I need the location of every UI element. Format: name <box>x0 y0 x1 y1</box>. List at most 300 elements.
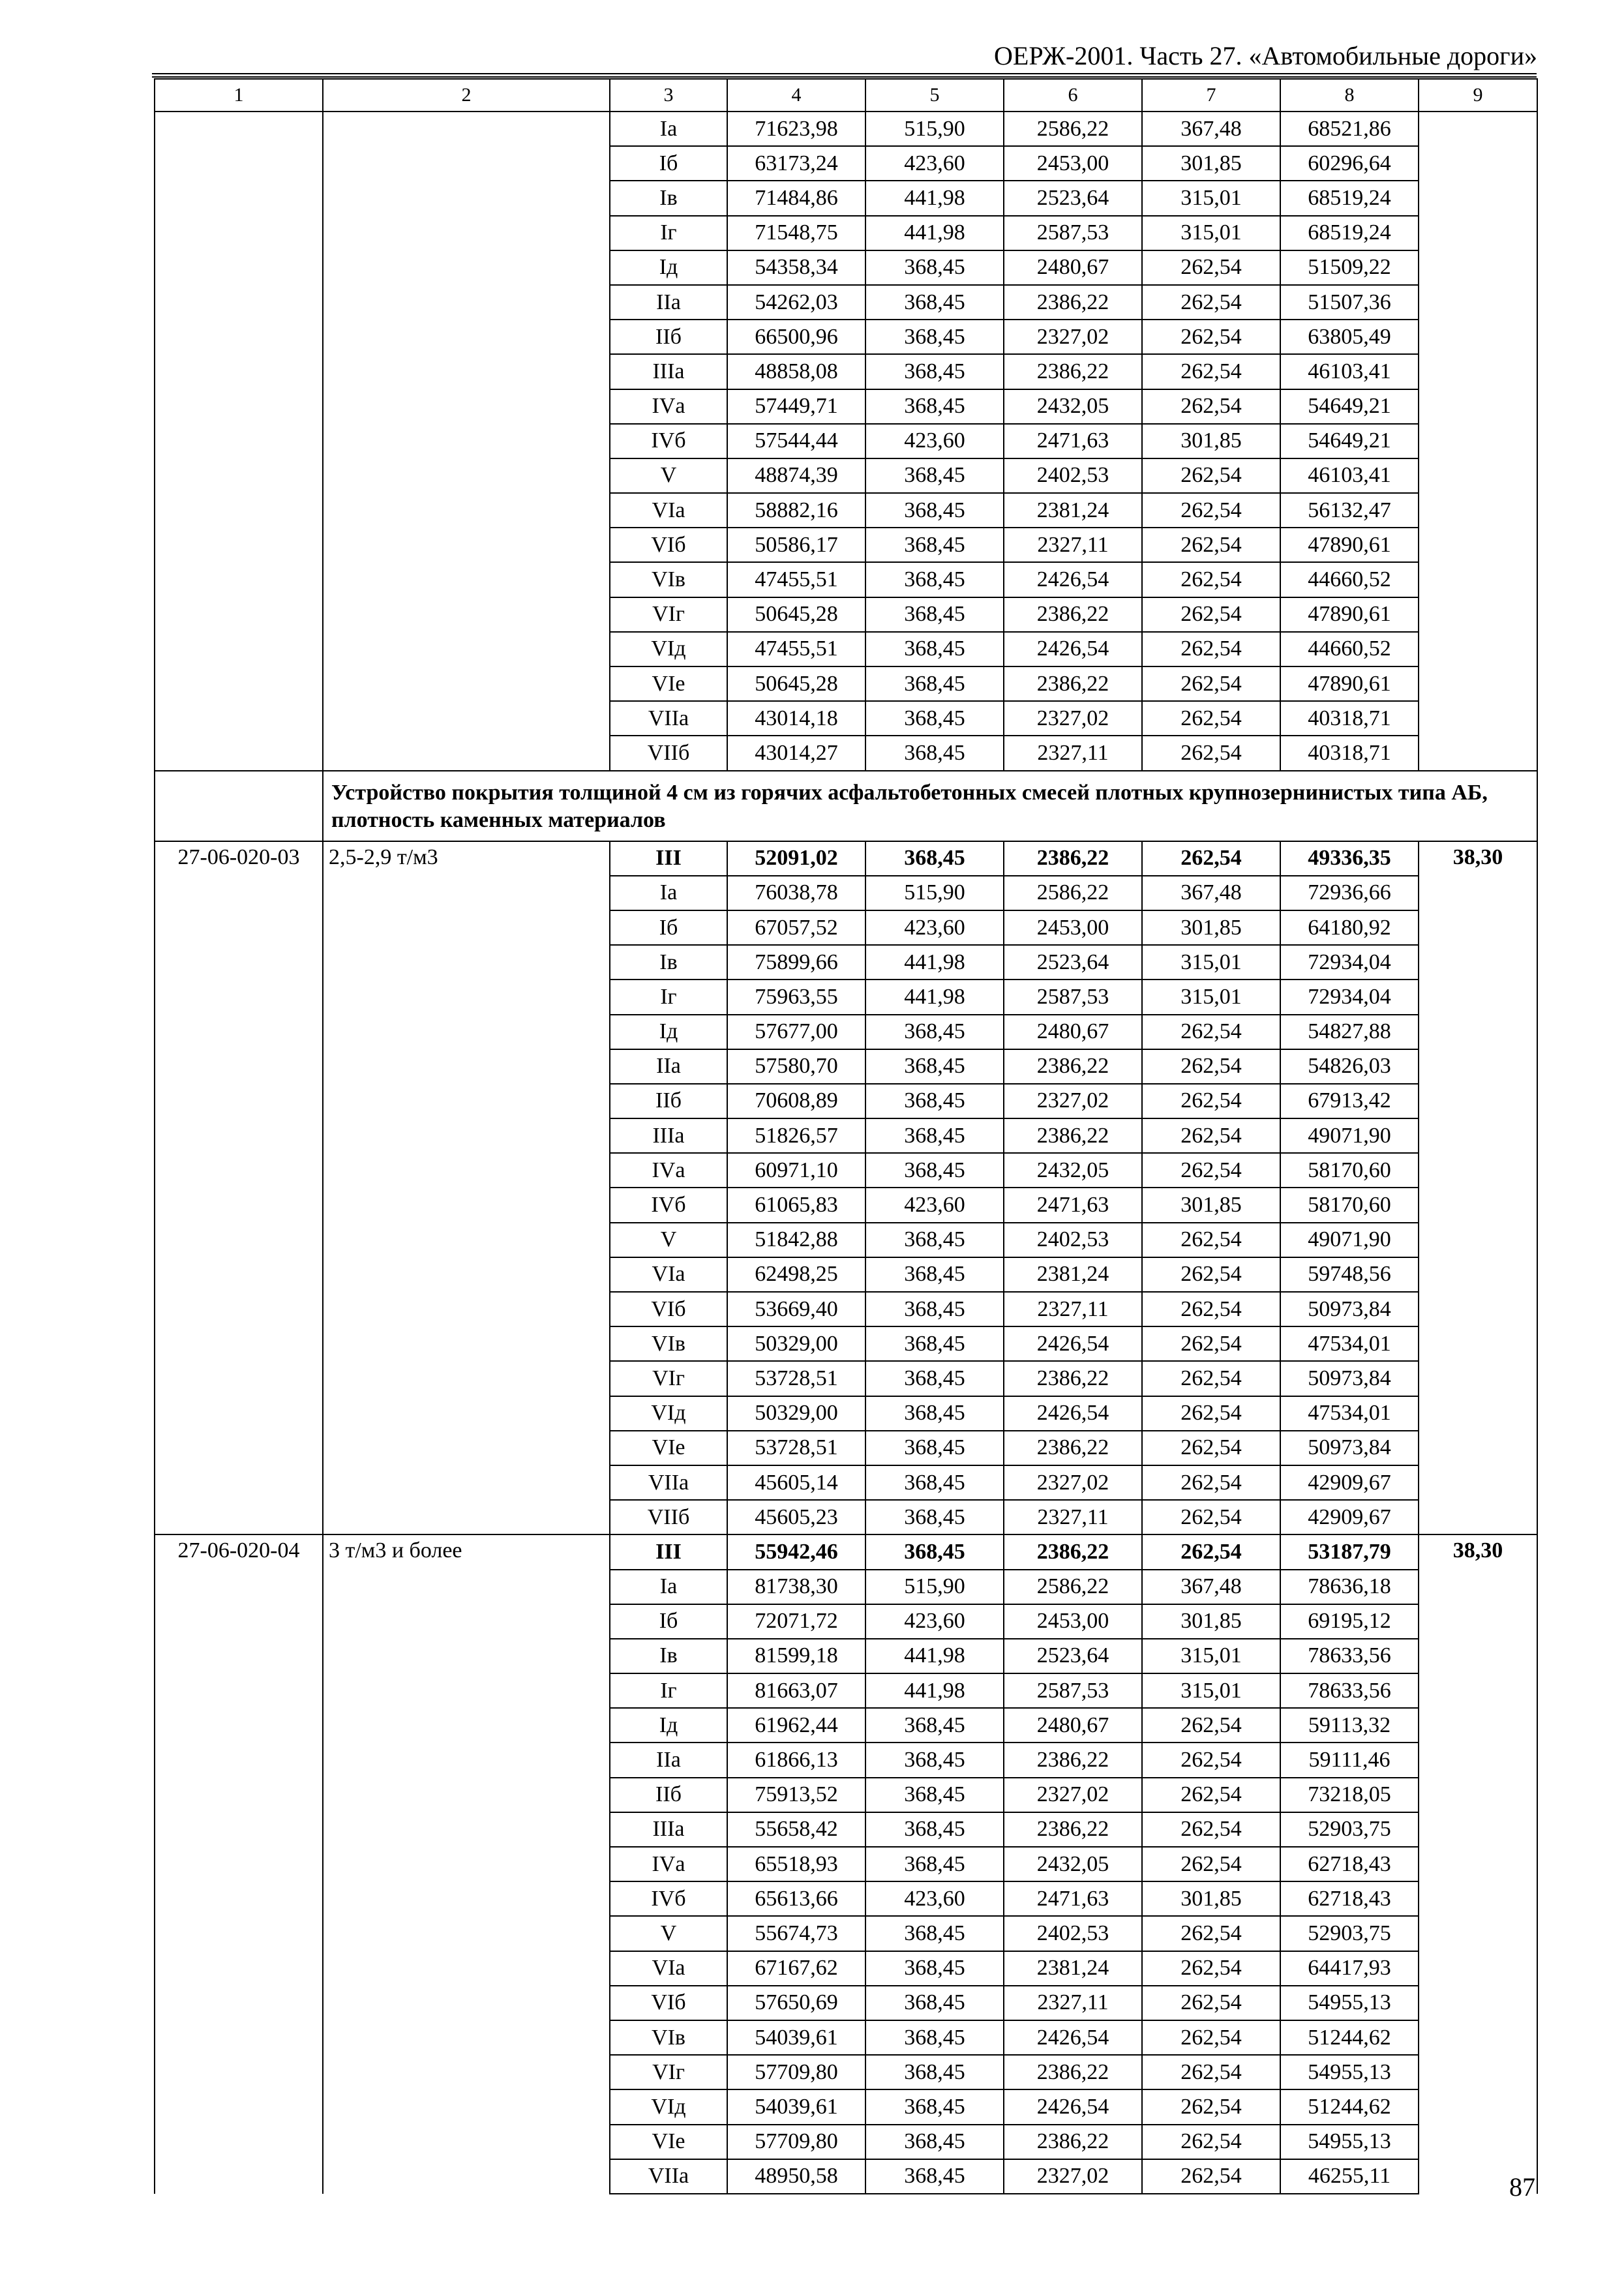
driver-wage-cell: 315,01 <box>1142 1673 1280 1708</box>
column-number: 7 <box>1142 79 1280 112</box>
driver-wage-cell: 262,54 <box>1142 250 1280 285</box>
wage-cell: 368,45 <box>865 1084 1004 1118</box>
section-title: Устройство покрытия толщиной 4 см из горячих асфальтобетонных смесей плотных крупнозернинистых типа АБ, плотность каменных материалов <box>323 771 1537 841</box>
driver-wage-cell: 262,54 <box>1142 2020 1280 2055</box>
total-cost-cell: 71548,75 <box>727 216 865 250</box>
zone-cell: Iд <box>610 1708 727 1743</box>
total-cost-cell: 60971,10 <box>727 1153 865 1188</box>
machine-cost-cell: 2523,64 <box>1004 945 1142 980</box>
wage-cell: 423,60 <box>865 1881 1004 1916</box>
machine-cost-cell: 2587,53 <box>1004 1673 1142 1708</box>
zone-cell: Iв <box>610 1639 727 1673</box>
total-cost-cell: 61866,13 <box>727 1743 865 1777</box>
material-cost-cell: 40318,71 <box>1280 701 1419 736</box>
driver-wage-cell: 262,54 <box>1142 1778 1280 1812</box>
total-cost-cell: 57544,44 <box>727 424 865 458</box>
total-cost-cell: 63173,24 <box>727 146 865 181</box>
material-cost-cell: 49071,90 <box>1280 1223 1419 1257</box>
driver-wage-cell: 301,85 <box>1142 1604 1280 1639</box>
machine-cost-cell: 2426,54 <box>1004 1396 1142 1431</box>
zone-cell: VIа <box>610 493 727 528</box>
machine-cost-cell: 2426,54 <box>1004 1326 1142 1361</box>
total-cost-cell: 72071,72 <box>727 1604 865 1639</box>
machine-cost-cell: 2523,64 <box>1004 1639 1142 1673</box>
wage-cell: 368,45 <box>865 493 1004 528</box>
zone-cell: VIа <box>610 1951 727 1986</box>
code-cell <box>155 112 323 771</box>
zone-cell: VIIа <box>610 701 727 736</box>
total-cost-cell: 62498,25 <box>727 1257 865 1292</box>
machine-cost-cell: 2426,54 <box>1004 632 1142 666</box>
wage-cell: 368,45 <box>865 354 1004 389</box>
wage-cell: 368,45 <box>865 666 1004 701</box>
total-cost-cell: 48874,39 <box>727 458 865 493</box>
zone-cell: III <box>610 1534 727 1569</box>
wage-cell: 368,45 <box>865 285 1004 320</box>
wage-cell: 368,45 <box>865 1534 1004 1569</box>
zone-cell: Iб <box>610 910 727 945</box>
column-number: 4 <box>727 79 865 112</box>
header-divider <box>152 73 1537 78</box>
zone-cell: VIе <box>610 2125 727 2159</box>
total-cost-cell: 61962,44 <box>727 1708 865 1743</box>
material-cost-cell: 73218,05 <box>1280 1778 1419 1812</box>
wage-cell: 368,45 <box>865 1916 1004 1951</box>
total-cost-cell: 54358,34 <box>727 250 865 285</box>
wage-cell: 368,45 <box>865 1361 1004 1396</box>
column-number-row <box>155 79 1537 112</box>
driver-wage-cell: 262,54 <box>1142 1049 1280 1084</box>
total-cost-cell: 53669,40 <box>727 1292 865 1326</box>
material-cost-cell: 49071,90 <box>1280 1118 1419 1153</box>
driver-wage-cell: 262,54 <box>1142 1500 1280 1534</box>
machine-cost-cell: 2426,54 <box>1004 562 1142 597</box>
wage-cell: 368,45 <box>865 562 1004 597</box>
zone-cell: IIIа <box>610 1118 727 1153</box>
wage-cell: 368,45 <box>865 1708 1004 1743</box>
wage-cell: 368,45 <box>865 2089 1004 2124</box>
machine-cost-cell: 2386,22 <box>1004 1534 1142 1569</box>
zone-cell: Iд <box>610 1015 727 1049</box>
machine-cost-cell: 2432,05 <box>1004 1153 1142 1188</box>
zone-cell: VIв <box>610 2020 727 2055</box>
total-cost-cell: 71623,98 <box>727 112 865 146</box>
zone-cell: IIб <box>610 320 727 354</box>
total-cost-cell: 50645,28 <box>727 597 865 632</box>
machine-cost-cell: 2386,22 <box>1004 2055 1142 2089</box>
labor-norm: 38,30 <box>1419 1534 1537 2194</box>
material-cost-cell: 54955,13 <box>1280 2055 1419 2089</box>
total-cost-cell: 55942,46 <box>727 1534 865 1569</box>
material-cost-cell: 52903,75 <box>1280 1916 1419 1951</box>
wage-cell: 368,45 <box>865 1292 1004 1326</box>
driver-wage-cell: 367,48 <box>1142 876 1280 910</box>
total-cost-cell: 75963,55 <box>727 980 865 1014</box>
driver-wage-cell: 262,54 <box>1142 1396 1280 1431</box>
material-cost-cell: 60296,64 <box>1280 146 1419 181</box>
machine-cost-cell: 2386,22 <box>1004 1361 1142 1396</box>
machine-cost-cell: 2381,24 <box>1004 1951 1142 1986</box>
wage-cell: 368,45 <box>865 1049 1004 1084</box>
total-cost-cell: 65613,66 <box>727 1881 865 1916</box>
wage-cell: 441,98 <box>865 1639 1004 1673</box>
zone-cell: IIIа <box>610 354 727 389</box>
total-cost-cell: 57677,00 <box>727 1015 865 1049</box>
driver-wage-cell: 262,54 <box>1142 2055 1280 2089</box>
wage-cell: 368,45 <box>865 632 1004 666</box>
total-cost-cell: 61065,83 <box>727 1188 865 1222</box>
wage-cell: 368,45 <box>865 1778 1004 1812</box>
column-number: 5 <box>865 79 1004 112</box>
zone-cell: VIг <box>610 597 727 632</box>
driver-wage-cell: 262,54 <box>1142 1257 1280 1292</box>
machine-cost-cell: 2480,67 <box>1004 1708 1142 1743</box>
zone-cell: V <box>610 1223 727 1257</box>
total-cost-cell: 47455,51 <box>727 562 865 597</box>
total-cost-cell: 55658,42 <box>727 1812 865 1847</box>
driver-wage-cell: 262,54 <box>1142 1326 1280 1361</box>
wage-cell: 515,90 <box>865 1570 1004 1604</box>
driver-wage-cell: 262,54 <box>1142 1361 1280 1396</box>
zone-cell: VIд <box>610 2089 727 2124</box>
zone-cell: IIб <box>610 1084 727 1118</box>
total-cost-cell: 50329,00 <box>727 1396 865 1431</box>
total-cost-cell: 51826,57 <box>727 1118 865 1153</box>
zone-cell: IVа <box>610 389 727 424</box>
item-description: 3 т/м3 и более <box>323 1534 610 2194</box>
material-cost-cell: 44660,52 <box>1280 562 1419 597</box>
material-cost-cell: 51244,62 <box>1280 2020 1419 2055</box>
machine-cost-cell: 2381,24 <box>1004 1257 1142 1292</box>
material-cost-cell: 63805,49 <box>1280 320 1419 354</box>
zone-cell: IIб <box>610 1778 727 1812</box>
material-cost-cell: 50973,84 <box>1280 1431 1419 1465</box>
zone-cell: Iг <box>610 980 727 1014</box>
zone-cell: VIIа <box>610 1465 727 1500</box>
total-cost-cell: 75913,52 <box>727 1778 865 1812</box>
total-cost-cell: 50586,17 <box>727 528 865 562</box>
zone-cell: Iв <box>610 181 727 215</box>
zone-cell: IVб <box>610 1881 727 1916</box>
total-cost-cell: 43014,18 <box>727 701 865 736</box>
material-cost-cell: 78633,56 <box>1280 1673 1419 1708</box>
total-cost-cell: 58882,16 <box>727 493 865 528</box>
total-cost-cell: 55674,73 <box>727 1916 865 1951</box>
driver-wage-cell: 262,54 <box>1142 632 1280 666</box>
material-cost-cell: 67913,42 <box>1280 1084 1419 1118</box>
total-cost-cell: 45605,14 <box>727 1465 865 1500</box>
zone-cell: IIа <box>610 285 727 320</box>
material-cost-cell: 46103,41 <box>1280 458 1419 493</box>
zone-cell: VIб <box>610 528 727 562</box>
wage-cell: 368,45 <box>865 389 1004 424</box>
driver-wage-cell: 262,54 <box>1142 1812 1280 1847</box>
material-cost-cell: 47534,01 <box>1280 1326 1419 1361</box>
wage-cell: 368,45 <box>865 841 1004 876</box>
material-cost-cell: 59748,56 <box>1280 1257 1419 1292</box>
driver-wage-cell: 262,54 <box>1142 1223 1280 1257</box>
material-cost-cell: 42909,67 <box>1280 1465 1419 1500</box>
zone-cell: IIа <box>610 1743 727 1777</box>
wage-cell: 368,45 <box>865 320 1004 354</box>
machine-cost-cell: 2453,00 <box>1004 146 1142 181</box>
total-cost-cell: 81663,07 <box>727 1673 865 1708</box>
machine-cost-cell: 2381,24 <box>1004 493 1142 528</box>
wage-cell: 368,45 <box>865 528 1004 562</box>
zone-cell: III <box>610 841 727 876</box>
zone-cell: VIIб <box>610 1500 727 1534</box>
machine-cost-cell: 2426,54 <box>1004 2020 1142 2055</box>
machine-cost-cell: 2480,67 <box>1004 1015 1142 1049</box>
driver-wage-cell: 262,54 <box>1142 597 1280 632</box>
wage-cell: 423,60 <box>865 1604 1004 1639</box>
section-code-cell <box>155 771 323 841</box>
total-cost-cell: 76038,78 <box>727 876 865 910</box>
driver-wage-cell: 262,54 <box>1142 1951 1280 1986</box>
machine-cost-cell: 2386,22 <box>1004 597 1142 632</box>
driver-wage-cell: 262,54 <box>1142 1431 1280 1465</box>
material-cost-cell: 44660,52 <box>1280 632 1419 666</box>
driver-wage-cell: 262,54 <box>1142 1292 1280 1326</box>
machine-cost-cell: 2327,11 <box>1004 528 1142 562</box>
zone-cell: Iг <box>610 1673 727 1708</box>
total-cost-cell: 81738,30 <box>727 1570 865 1604</box>
total-cost-cell: 53728,51 <box>727 1361 865 1396</box>
driver-wage-cell: 315,01 <box>1142 181 1280 215</box>
machine-cost-cell: 2327,02 <box>1004 320 1142 354</box>
machine-cost-cell: 2327,02 <box>1004 1465 1142 1500</box>
wage-cell: 423,60 <box>865 1188 1004 1222</box>
wage-cell: 368,45 <box>865 1015 1004 1049</box>
total-cost-cell: 57709,80 <box>727 2055 865 2089</box>
item-code: 27-06-020-03 <box>155 841 323 1535</box>
material-cost-cell: 68519,24 <box>1280 181 1419 215</box>
material-cost-cell: 46255,11 <box>1280 2159 1419 2194</box>
driver-wage-cell: 262,54 <box>1142 736 1280 770</box>
material-cost-cell: 50973,84 <box>1280 1292 1419 1326</box>
total-cost-cell: 54039,61 <box>727 2020 865 2055</box>
driver-wage-cell: 262,54 <box>1142 841 1280 876</box>
machine-cost-cell: 2386,22 <box>1004 841 1142 876</box>
item-description: 2,5-2,9 т/м3 <box>323 841 610 1535</box>
zone-cell: Iа <box>610 1570 727 1604</box>
zone-cell: IVа <box>610 1847 727 1881</box>
driver-wage-cell: 262,54 <box>1142 701 1280 736</box>
wage-cell: 368,45 <box>865 2020 1004 2055</box>
total-cost-cell: 43014,27 <box>727 736 865 770</box>
machine-cost-cell: 2586,22 <box>1004 876 1142 910</box>
material-cost-cell: 47890,61 <box>1280 597 1419 632</box>
zone-cell: VIа <box>610 1257 727 1292</box>
material-cost-cell: 59113,32 <box>1280 1708 1419 1743</box>
driver-wage-cell: 262,54 <box>1142 666 1280 701</box>
wage-cell: 368,45 <box>865 2159 1004 2194</box>
zone-cell: VIIа <box>610 2159 727 2194</box>
material-cost-cell: 68519,24 <box>1280 216 1419 250</box>
total-cost-cell: 50645,28 <box>727 666 865 701</box>
driver-wage-cell: 262,54 <box>1142 354 1280 389</box>
wage-cell: 368,45 <box>865 1223 1004 1257</box>
driver-wage-cell: 367,48 <box>1142 112 1280 146</box>
material-cost-cell: 54827,88 <box>1280 1015 1419 1049</box>
machine-cost-cell: 2587,53 <box>1004 980 1142 1014</box>
total-cost-cell: 53728,51 <box>727 1431 865 1465</box>
wage-cell: 368,45 <box>865 1153 1004 1188</box>
machine-cost-cell: 2453,00 <box>1004 1604 1142 1639</box>
driver-wage-cell: 301,85 <box>1142 146 1280 181</box>
wage-cell: 368,45 <box>865 1431 1004 1465</box>
machine-cost-cell: 2327,11 <box>1004 1986 1142 2020</box>
machine-cost-cell: 2386,22 <box>1004 1118 1142 1153</box>
wage-cell: 368,45 <box>865 250 1004 285</box>
zone-cell: VIд <box>610 1396 727 1431</box>
material-cost-cell: 54649,21 <box>1280 389 1419 424</box>
material-cost-cell: 78636,18 <box>1280 1570 1419 1604</box>
page-header-title: ОЕРЖ-2001. Часть 27. «Автомобильные дороги» <box>994 41 1537 70</box>
wage-cell: 368,45 <box>865 1986 1004 2020</box>
column-number: 9 <box>1419 79 1537 112</box>
column-number: 6 <box>1004 79 1142 112</box>
wage-cell: 368,45 <box>865 1118 1004 1153</box>
machine-cost-cell: 2386,22 <box>1004 1743 1142 1777</box>
material-cost-cell: 54826,03 <box>1280 1049 1419 1084</box>
material-cost-cell: 54955,13 <box>1280 1986 1419 2020</box>
zone-cell: V <box>610 1916 727 1951</box>
machine-cost-cell: 2327,02 <box>1004 2159 1142 2194</box>
driver-wage-cell: 262,54 <box>1142 1118 1280 1153</box>
material-cost-cell: 72934,04 <box>1280 980 1419 1014</box>
machine-cost-cell: 2386,22 <box>1004 1431 1142 1465</box>
driver-wage-cell: 262,54 <box>1142 1534 1280 1569</box>
total-cost-cell: 67057,52 <box>727 910 865 945</box>
material-cost-cell: 54649,21 <box>1280 424 1419 458</box>
wage-cell: 368,45 <box>865 1812 1004 1847</box>
zone-cell: Iб <box>610 146 727 181</box>
wage-cell: 441,98 <box>865 181 1004 215</box>
machine-cost-cell: 2432,05 <box>1004 389 1142 424</box>
zone-cell: Iд <box>610 250 727 285</box>
wage-cell: 423,60 <box>865 146 1004 181</box>
machine-cost-cell: 2386,22 <box>1004 1812 1142 1847</box>
machine-cost-cell: 2432,05 <box>1004 1847 1142 1881</box>
driver-wage-cell: 262,54 <box>1142 389 1280 424</box>
zone-cell: IVа <box>610 1153 727 1188</box>
wage-cell: 423,60 <box>865 424 1004 458</box>
zone-cell: VIг <box>610 2055 727 2089</box>
table-body <box>155 112 1537 2194</box>
total-cost-cell: 57449,71 <box>727 389 865 424</box>
column-number: 2 <box>323 79 610 112</box>
driver-wage-cell: 262,54 <box>1142 1708 1280 1743</box>
zone-cell: Iг <box>610 216 727 250</box>
material-cost-cell: 53187,79 <box>1280 1534 1419 1569</box>
material-cost-cell: 69195,12 <box>1280 1604 1419 1639</box>
material-cost-cell: 78633,56 <box>1280 1639 1419 1673</box>
driver-wage-cell: 315,01 <box>1142 216 1280 250</box>
page-number: 87 <box>1509 2172 1535 2202</box>
total-cost-cell: 54262,03 <box>727 285 865 320</box>
total-cost-cell: 57580,70 <box>727 1049 865 1084</box>
material-cost-cell: 54955,13 <box>1280 2125 1419 2159</box>
wage-cell: 368,45 <box>865 1326 1004 1361</box>
driver-wage-cell: 315,01 <box>1142 1639 1280 1673</box>
wage-cell: 368,45 <box>865 1951 1004 1986</box>
zone-cell: VIв <box>610 1326 727 1361</box>
machine-cost-cell: 2586,22 <box>1004 1570 1142 1604</box>
material-cost-cell: 50973,84 <box>1280 1361 1419 1396</box>
total-cost-cell: 54039,61 <box>727 2089 865 2124</box>
wage-cell: 368,45 <box>865 1500 1004 1534</box>
wage-cell: 368,45 <box>865 458 1004 493</box>
driver-wage-cell: 262,54 <box>1142 493 1280 528</box>
material-cost-cell: 56132,47 <box>1280 493 1419 528</box>
driver-wage-cell: 262,54 <box>1142 1847 1280 1881</box>
machine-cost-cell: 2402,53 <box>1004 458 1142 493</box>
machine-cost-cell: 2386,22 <box>1004 354 1142 389</box>
wage-cell: 368,45 <box>865 1396 1004 1431</box>
driver-wage-cell: 262,54 <box>1142 528 1280 562</box>
machine-cost-cell: 2523,64 <box>1004 181 1142 215</box>
zone-cell: V <box>610 458 727 493</box>
driver-wage-cell: 262,54 <box>1142 1153 1280 1188</box>
total-cost-cell: 48858,08 <box>727 354 865 389</box>
wage-cell: 515,90 <box>865 876 1004 910</box>
section-title-row <box>155 771 1537 841</box>
wage-cell: 423,60 <box>865 910 1004 945</box>
table-row <box>155 841 1537 876</box>
total-cost-cell: 75899,66 <box>727 945 865 980</box>
wage-cell: 368,45 <box>865 1847 1004 1881</box>
price-table <box>154 78 1538 2194</box>
total-cost-cell: 50329,00 <box>727 1326 865 1361</box>
machine-cost-cell: 2471,63 <box>1004 1188 1142 1222</box>
total-cost-cell: 45605,23 <box>727 1500 865 1534</box>
driver-wage-cell: 262,54 <box>1142 1986 1280 2020</box>
machine-cost-cell: 2327,02 <box>1004 1084 1142 1118</box>
total-cost-cell: 47455,51 <box>727 632 865 666</box>
material-cost-cell: 62718,43 <box>1280 1847 1419 1881</box>
material-cost-cell: 64417,93 <box>1280 1951 1419 1986</box>
material-cost-cell: 59111,46 <box>1280 1743 1419 1777</box>
zone-cell: Iа <box>610 876 727 910</box>
zone-cell: VIе <box>610 666 727 701</box>
material-cost-cell: 47534,01 <box>1280 1396 1419 1431</box>
machine-cost-cell: 2327,11 <box>1004 1292 1142 1326</box>
machine-cost-cell: 2453,00 <box>1004 910 1142 945</box>
machine-cost-cell: 2587,53 <box>1004 216 1142 250</box>
total-cost-cell: 70608,89 <box>727 1084 865 1118</box>
total-cost-cell: 48950,58 <box>727 2159 865 2194</box>
material-cost-cell: 72936,66 <box>1280 876 1419 910</box>
driver-wage-cell: 262,54 <box>1142 2159 1280 2194</box>
driver-wage-cell: 301,85 <box>1142 910 1280 945</box>
material-cost-cell: 51507,36 <box>1280 285 1419 320</box>
driver-wage-cell: 262,54 <box>1142 458 1280 493</box>
material-cost-cell: 58170,60 <box>1280 1188 1419 1222</box>
machine-cost-cell: 2327,11 <box>1004 736 1142 770</box>
item-code: 27-06-020-04 <box>155 1534 323 2194</box>
wage-cell: 368,45 <box>865 736 1004 770</box>
driver-wage-cell: 315,01 <box>1142 980 1280 1014</box>
total-cost-cell: 52091,02 <box>727 841 865 876</box>
driver-wage-cell: 301,85 <box>1142 1881 1280 1916</box>
driver-wage-cell: 315,01 <box>1142 945 1280 980</box>
machine-cost-cell: 2402,53 <box>1004 1916 1142 1951</box>
zone-cell: VIб <box>610 1292 727 1326</box>
material-cost-cell: 40318,71 <box>1280 736 1419 770</box>
material-cost-cell: 49336,35 <box>1280 841 1419 876</box>
norm-cell <box>1419 112 1537 771</box>
